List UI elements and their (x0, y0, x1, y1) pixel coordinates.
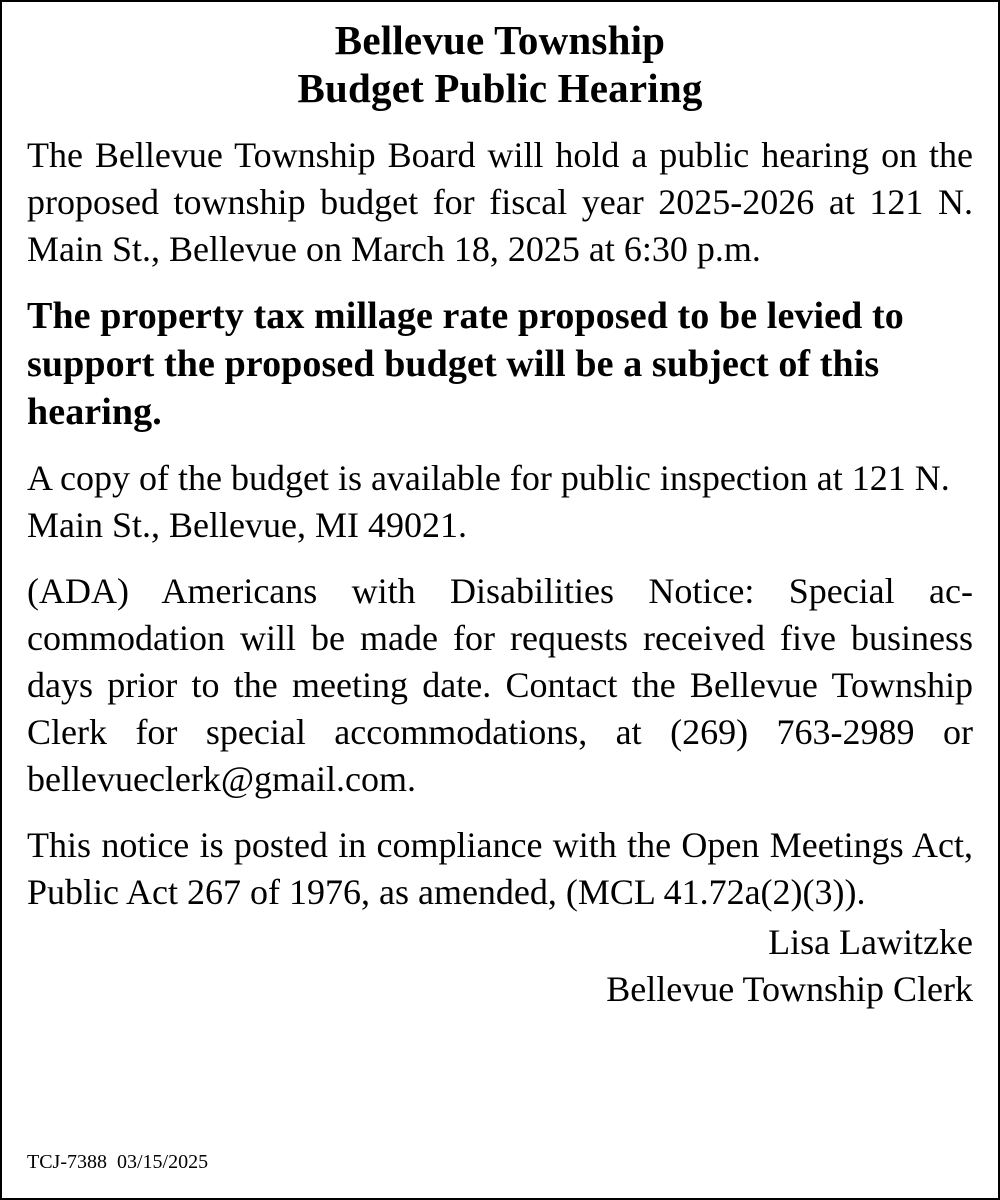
signature-title: Bellevue Township Clerk (606, 969, 973, 1009)
open-meetings-paragraph: This notice is posted in compliance with the Open Meetings Act, Public Act 267 of 1976, as amended, (MCL 41.72a(2)(3)). (27, 825, 973, 912)
notice-title (27, 16, 973, 112)
signature-block (27, 919, 973, 1013)
hearing-details-paragraph: The Bellevue Township Board will hold a public hearing on the proposed township budget for fiscal year 2025-2026 at 121 N. Main St., Bellevue on March 18, 2025 at 6:30 p.m. (27, 135, 973, 269)
millage-rate-paragraph: The property tax millage rate proposed to be levied to support the proposed budget will be a subject of this hearing. (27, 295, 904, 433)
publication-code: TCJ-7388 03/15/2025 (27, 1151, 209, 1173)
signature-name: Lisa Lawitzke (768, 922, 973, 962)
title-line-2: Budget Public Hearing (297, 65, 703, 111)
budget-copy-paragraph: A copy of the budget is available for public inspection at 121 N. Main St., Bellevue, MI 49021. (27, 458, 950, 545)
title-line-1: Bellevue Township (334, 17, 666, 63)
ada-notice-paragraph: (ADA) Americans with Disabilities Notice: Special accommodation will be made for requests received five business days prior to the meeting date. Contact the Bellevue Township Clerk for special accommodations, at (269) 763-2989 or bellevueclerk@gmail.com. (27, 571, 973, 799)
